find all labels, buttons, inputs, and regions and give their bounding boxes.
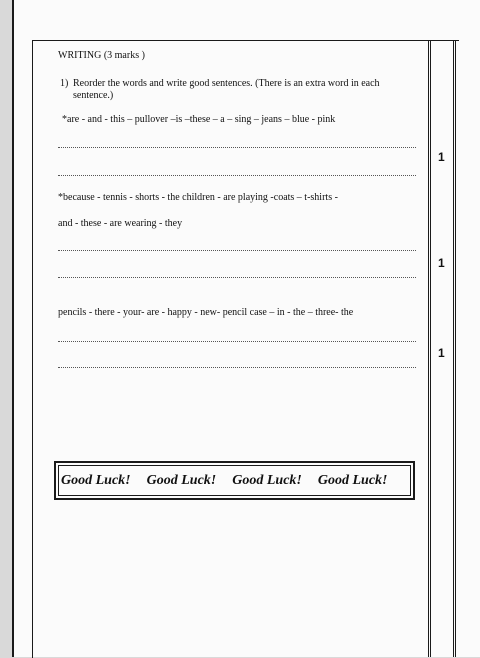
answer-line[interactable] xyxy=(58,250,416,251)
good-luck-box xyxy=(54,461,415,500)
scrambled-words-2b: and - these - are wearing - they xyxy=(58,218,183,229)
answer-line[interactable] xyxy=(58,341,416,342)
answer-line[interactable] xyxy=(58,277,416,278)
question-number: 1) xyxy=(60,78,69,89)
good-luck-text: Good Luck! xyxy=(317,472,388,488)
score-mark-2: 1 xyxy=(438,256,445,270)
answer-line[interactable] xyxy=(58,367,416,368)
scrambled-words-3: pencils - there - your- are - happy - new- pencil case – in - the – three- the xyxy=(58,307,354,318)
instruction-line-2: sentence.) xyxy=(73,90,114,101)
good-luck-inner xyxy=(58,465,411,496)
good-luck-text: Good Luck! xyxy=(61,472,131,488)
question-instruction xyxy=(60,78,420,102)
section-heading: WRITING (3 marks ) xyxy=(58,50,145,61)
answer-line[interactable] xyxy=(58,175,416,176)
instruction-line-1: Reorder the words and write good sentences. (There is an extra word in each xyxy=(73,78,380,89)
score-mark-3: 1 xyxy=(438,346,445,360)
content-frame xyxy=(32,40,459,658)
good-luck-text: Good Luck! xyxy=(232,472,302,488)
scrambled-words-2a: *because - tennis - shorts - the children - are playing -coats – t-shirts - xyxy=(58,192,338,203)
scrambled-words-1: *are - and - this – pullover –is –these – a – sing – jeans – blue - pink xyxy=(62,114,336,125)
score-mark-1: 1 xyxy=(438,150,445,164)
answer-line[interactable] xyxy=(58,147,416,148)
good-luck-text: Good Luck! xyxy=(146,472,217,488)
